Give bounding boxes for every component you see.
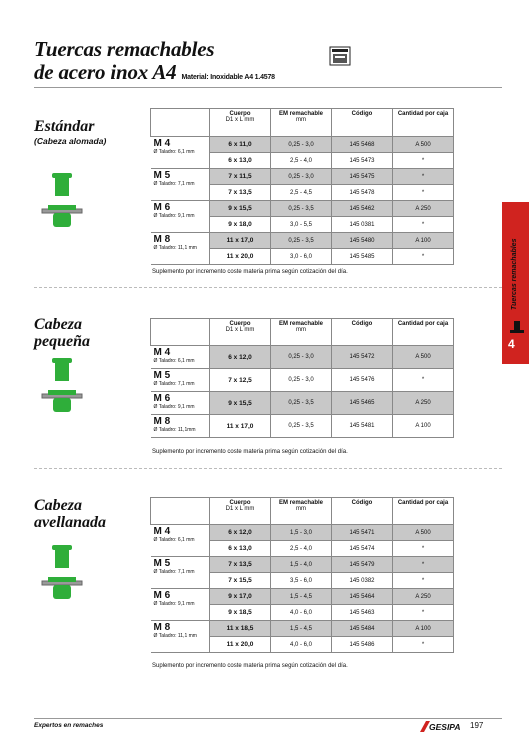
price-note: Suplemento por incremento coste materia prima según cotización del día. (152, 663, 348, 669)
cell-cuerpo: 9 x 17,0 (210, 589, 271, 605)
table-header-row (151, 319, 454, 346)
table-row (151, 557, 454, 573)
brand-badge-icon (329, 46, 351, 66)
section-title: Cabeza pequeña (34, 316, 90, 350)
cell-cuerpo: 7 x 12,5 (210, 369, 271, 392)
drill-diameter: Ø Taladro: 11,1 mm (153, 633, 197, 639)
column-header-label: EM remachable (278, 500, 324, 506)
cell-cantidad: * (393, 605, 454, 621)
thread-size-cell (151, 557, 210, 589)
cell-cuerpo: 9 x 15,5 (210, 201, 271, 217)
column-header-cuerpo (210, 109, 271, 137)
cell-cantidad: * (393, 217, 454, 233)
drill-diameter: Ø Taladro: 6,1 mm (153, 149, 195, 155)
column-header-label: Cantidad por caja (397, 321, 449, 327)
thread-size-cell (151, 525, 210, 557)
cell-cantidad: A 100 (393, 415, 454, 438)
cell-em: 2,5 - 4,0 (271, 153, 332, 169)
column-header-codigo (332, 498, 393, 525)
material-label: Material: Inoxidable A4 1.4578 (181, 74, 275, 81)
cell-em: 4,0 - 6,0 (271, 605, 332, 621)
drill-diameter: Ø Taladro: 11,1mm (153, 427, 196, 433)
cell-codigo: 145 5481 (332, 415, 393, 438)
column-header-label: Cuerpo (229, 321, 251, 327)
thread-size-cell (151, 621, 210, 653)
rivet-nut-illustration (38, 173, 98, 250)
cell-em: 1,5 - 3,0 (271, 525, 332, 541)
cell-cantidad: A 100 (393, 233, 454, 249)
page-title-line2 (34, 61, 275, 89)
cell-cantidad: A 100 (393, 621, 454, 637)
column-header-em (271, 498, 332, 525)
cell-cantidad: * (393, 369, 454, 392)
cell-codigo: 145 5474 (332, 541, 393, 557)
cell-codigo: 145 5464 (332, 589, 393, 605)
rivet-nut-illustration (38, 358, 98, 435)
thread-size-cell (151, 392, 210, 415)
cell-codigo: 145 5479 (332, 557, 393, 573)
thread-size: M 4 (153, 138, 171, 149)
cell-codigo: 145 0381 (332, 217, 393, 233)
table-header-row (151, 109, 454, 137)
cell-cantidad: * (393, 249, 454, 265)
cell-em: 0,25 - 3,5 (271, 233, 332, 249)
cell-em: 0,25 - 3,5 (271, 415, 332, 438)
column-header-label: Cuerpo (229, 111, 251, 117)
thread-size: M 4 (153, 526, 171, 537)
column-header-em (271, 109, 332, 137)
cell-cuerpo: 7 x 13,5 (210, 185, 271, 201)
cell-codigo: 145 5463 (332, 605, 393, 621)
column-header-label: Código (351, 500, 373, 506)
column-header-cantidad (393, 319, 454, 346)
cell-cantidad: A 250 (393, 589, 454, 605)
column-header-unit: D1 x L mm (225, 117, 255, 123)
product-table (150, 497, 454, 653)
cell-cantidad: * (393, 185, 454, 201)
drill-diameter: Ø Taladro: 7,1 mm (153, 569, 195, 575)
cell-em: 2,5 - 4,0 (271, 541, 332, 557)
column-header-unit: D1 x L mm (225, 327, 255, 333)
cell-cantidad: * (393, 557, 454, 573)
thread-size: M 8 (153, 234, 171, 245)
thread-size-cell (151, 369, 210, 392)
product-table (150, 318, 454, 438)
cell-codigo: 145 5485 (332, 249, 393, 265)
section-title: Cabeza avellanada (34, 497, 106, 531)
footer-tagline: Expertos en remaches (34, 722, 104, 729)
table-row (151, 392, 454, 415)
drill-diameter: Ø Taladro: 7,1 mm (153, 381, 195, 387)
cell-em: 1,5 - 4,5 (271, 589, 332, 605)
cell-cantidad: * (393, 169, 454, 185)
drill-diameter: Ø Taladro: 7,1 mm (153, 181, 195, 187)
column-header-unit: mm (296, 117, 306, 123)
cell-cantidad: A 250 (393, 201, 454, 217)
cell-cuerpo: 7 x 15,5 (210, 573, 271, 589)
thread-size: M 6 (153, 393, 171, 404)
cell-em: 2,5 - 4,5 (271, 185, 332, 201)
thread-size-cell (151, 589, 210, 621)
cell-codigo: 145 5472 (332, 346, 393, 369)
column-header-label: Código (351, 111, 373, 117)
column-header-label: Código (351, 321, 373, 327)
page-title-line2-text: de acero inox A4 (34, 60, 177, 84)
column-header-cuerpo (210, 498, 271, 525)
svg-text:GESIPA: GESIPA (429, 722, 461, 732)
thread-size: M 5 (153, 170, 171, 181)
cell-em: 3,0 - 5,5 (271, 217, 332, 233)
cell-cuerpo: 7 x 11,5 (210, 169, 271, 185)
table-row (151, 621, 454, 637)
cell-codigo: 145 5480 (332, 233, 393, 249)
drill-diameter: Ø Taladro: 6,1 mm (153, 537, 195, 543)
cell-codigo: 145 5465 (332, 392, 393, 415)
cell-cuerpo: 9 x 15,5 (210, 392, 271, 415)
cell-codigo: 145 5476 (332, 369, 393, 392)
chapter-tab (502, 202, 529, 364)
cell-cantidad: A 250 (393, 392, 454, 415)
column-header-cantidad (393, 498, 454, 525)
column-header-label: Cuerpo (229, 500, 251, 506)
table-row (151, 525, 454, 541)
thread-size-cell (151, 169, 210, 201)
thread-size-cell (151, 137, 210, 169)
cell-cantidad: * (393, 637, 454, 653)
thread-size-cell (151, 346, 210, 369)
thread-size: M 6 (153, 202, 171, 213)
cell-cantidad: A 500 (393, 525, 454, 541)
cell-em: 0,25 - 3,0 (271, 169, 332, 185)
table-row (151, 169, 454, 185)
section-divider (34, 468, 502, 469)
column-header-codigo (332, 109, 393, 137)
drill-diameter: Ø Taladro: 9,1 mm (153, 213, 195, 219)
cell-cuerpo: 11 x 20,0 (210, 249, 271, 265)
cell-cantidad: * (393, 573, 454, 589)
drill-diameter: Ø Taladro: 6,1 mm (153, 358, 195, 364)
thread-size: M 8 (153, 416, 171, 427)
cell-cuerpo: 6 x 13,0 (210, 153, 271, 169)
cell-cuerpo: 6 x 11,0 (210, 137, 271, 153)
column-header-codigo (332, 319, 393, 346)
cell-cuerpo: 6 x 12,0 (210, 346, 271, 369)
gesipa-logo (420, 719, 462, 730)
cell-cuerpo: 11 x 17,0 (210, 233, 271, 249)
cell-codigo: 145 5486 (332, 637, 393, 653)
cell-codigo: 145 5484 (332, 621, 393, 637)
column-header-label: Cantidad por caja (397, 111, 449, 117)
cell-cantidad: * (393, 541, 454, 557)
column-header-unit: D1 x L mm (225, 506, 255, 512)
cell-codigo: 145 5473 (332, 153, 393, 169)
cell-em: 3,5 - 6,0 (271, 573, 332, 589)
column-header-cuerpo (210, 319, 271, 346)
cell-cuerpo: 9 x 18,5 (210, 605, 271, 621)
table-row (151, 201, 454, 217)
drill-diameter: Ø Taladro: 11,1 mm (153, 245, 197, 251)
column-header-label: EM remachable (278, 111, 324, 117)
drill-diameter: Ø Taladro: 9,1 mm (153, 601, 195, 607)
cell-cuerpo: 6 x 13,0 (210, 541, 271, 557)
cell-cuerpo: 11 x 18,5 (210, 621, 271, 637)
cell-codigo: 145 5475 (332, 169, 393, 185)
header-blank (151, 319, 210, 346)
cell-codigo: 145 5471 (332, 525, 393, 541)
cell-cuerpo: 11 x 20,0 (210, 637, 271, 653)
cell-em: 0,25 - 3,0 (271, 346, 332, 369)
rivet-nut-illustration (38, 545, 98, 622)
cell-em: 3,0 - 6,0 (271, 249, 332, 265)
price-note: Suplemento por incremento coste materia prima según cotización del día. (152, 449, 348, 455)
section-title: Estándar (34, 118, 95, 135)
header-blank (151, 109, 210, 137)
table-row (151, 369, 454, 392)
cell-codigo: 145 0382 (332, 573, 393, 589)
column-header-label: EM remachable (278, 321, 324, 327)
thread-size: M 4 (153, 347, 171, 358)
page-number: 197 (470, 721, 484, 730)
cell-cantidad: A 500 (393, 346, 454, 369)
cell-cantidad: A 500 (393, 137, 454, 153)
cell-cantidad: * (393, 153, 454, 169)
section-subtitle: (Cabeza alomada) (34, 136, 107, 146)
cell-em: 0,25 - 3,5 (271, 392, 332, 415)
price-note: Suplemento por incremento coste materia prima según cotización del día. (152, 269, 348, 275)
cell-em: 0,25 - 3,0 (271, 369, 332, 392)
thread-size: M 5 (153, 370, 171, 381)
thread-size: M 5 (153, 558, 171, 569)
chapter-number: 4 (508, 337, 515, 351)
cell-codigo: 145 5462 (332, 201, 393, 217)
cell-em: 4,0 - 6,0 (271, 637, 332, 653)
thread-size: M 6 (153, 590, 171, 601)
table-row (151, 137, 454, 153)
cell-cuerpo: 6 x 12,0 (210, 525, 271, 541)
cell-em: 0,25 - 3,0 (271, 137, 332, 153)
cell-codigo: 145 5478 (332, 185, 393, 201)
table-row (151, 346, 454, 369)
column-header-cantidad (393, 109, 454, 137)
column-header-em (271, 319, 332, 346)
thread-size-cell (151, 201, 210, 233)
cell-codigo: 145 5468 (332, 137, 393, 153)
thread-size-cell (151, 415, 210, 438)
column-header-label: Cantidad por caja (397, 500, 449, 506)
thread-size-cell (151, 233, 210, 265)
column-header-unit: mm (296, 327, 306, 333)
table-header-row (151, 498, 454, 525)
cell-em: 1,5 - 4,5 (271, 621, 332, 637)
header-blank (151, 498, 210, 525)
cell-cuerpo: 7 x 13,5 (210, 557, 271, 573)
header-divider (34, 87, 502, 88)
table-row (151, 415, 454, 438)
table-row (151, 589, 454, 605)
column-header-unit: mm (296, 506, 306, 512)
cell-cuerpo: 9 x 18,0 (210, 217, 271, 233)
cell-em: 0,25 - 3,5 (271, 201, 332, 217)
thread-size: M 8 (153, 622, 171, 633)
chapter-label: Tuercas remachables (511, 238, 518, 310)
cell-cuerpo: 11 x 17,0 (210, 415, 271, 438)
cell-em: 1,5 - 4,0 (271, 557, 332, 573)
drill-diameter: Ø Taladro: 9,1 mm (153, 404, 195, 410)
table-row (151, 233, 454, 249)
section-divider (34, 287, 502, 288)
page-title-line1: Tuercas remachables (34, 37, 215, 61)
product-table (150, 108, 454, 265)
